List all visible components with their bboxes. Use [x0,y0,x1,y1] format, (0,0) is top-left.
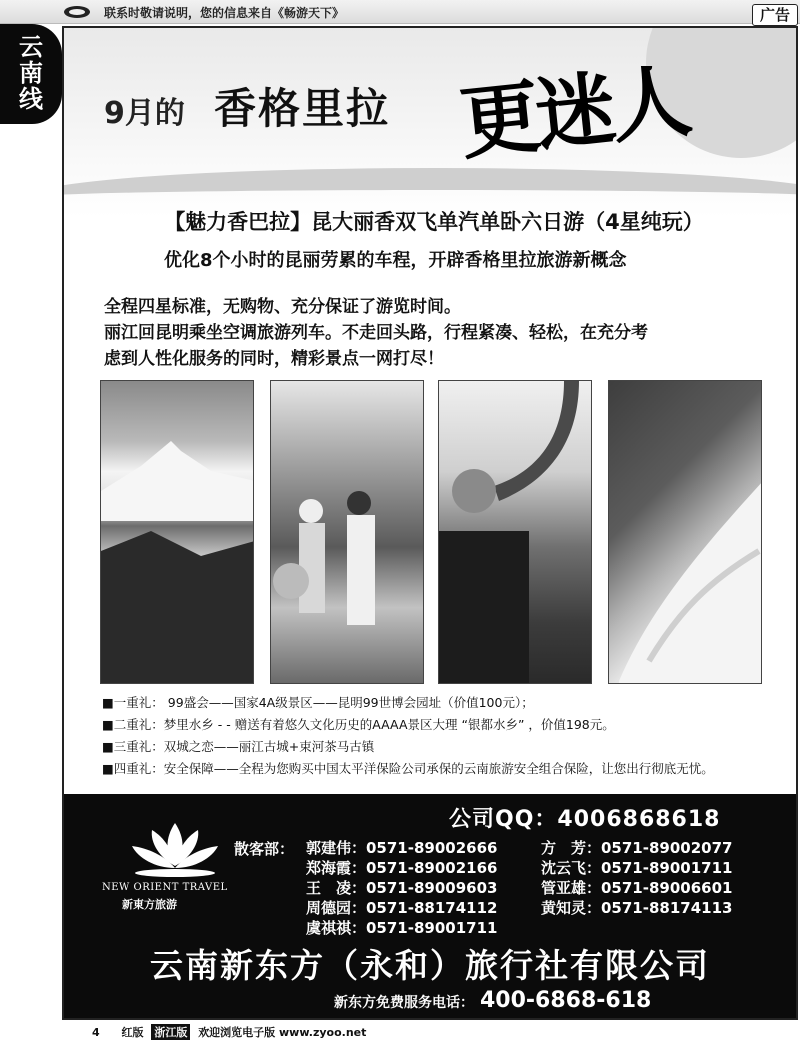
limestone-terrace-photo [608,380,762,684]
horn-player-photo [438,380,592,684]
bonus-item: ■三重礼：双城之恋——丽江古城+束河茶马古镇 [102,739,375,754]
staff-contact: 郑海霞：0571-89002166 [306,859,498,877]
staff-contact: 周德园：0571-88174112 [306,899,498,917]
advertisement-frame [62,26,798,1020]
source-notice: 联系时敬请说明，您的信息来自《畅游天下》 [104,6,345,20]
contact-panel [64,794,796,1018]
staff-contact: 郭建伟：0571-89002666 [306,839,498,857]
staff-contact: 方 芳：0571-89002077 [541,839,733,857]
intro-line: 全程四星标准，无购物、充分保证了游览时间。 [104,297,461,317]
page-number: 4 [92,1026,100,1039]
bonus-item: ■二重礼：梦里水乡 - - 赠送有着悠久文化历史的AAAA景区大理 “银都水乡” ，价值198元。 [102,717,615,732]
intro-line: 丽江回昆明乘坐空调旅游列车。不走回头路，行程紧凑、轻松，在充分考 [104,323,648,343]
ad-label: 广告 [752,4,798,26]
snow-mountain-photo [100,380,254,684]
staff-row [306,838,776,858]
brand-english: NEW ORIENT TRAVEL [102,882,228,893]
staff-row [306,918,776,938]
tour-subline: 优化8个小时的昆丽劳累的车程，开辟香格里拉旅游新概念 [164,250,627,271]
bonus-item: ■一重礼： 99盛会——国家4A级景区——昆明99世博会园址（价值100元）； [102,695,534,710]
staff-row [306,898,776,918]
company-name: 云南新东方（永和）旅行社有限公司 [150,946,710,985]
staff-contact: 王 凌：0571-89009603 [306,879,498,897]
tour-intro [104,294,784,372]
headline-place: 香格里拉 [214,84,391,133]
qq-label: 公司QQ： [449,807,558,832]
headline-prefix: 9月的 [104,96,185,131]
top-bar [0,0,800,24]
department-label: 散客部： [234,840,295,858]
qq-number: 4006868618 [557,807,721,832]
edition-label: 红版 [121,1026,144,1039]
bonus-item: ■四重礼：安全保障——全程为您购买中国太平洋保险公司承保的云南旅游安全组合保险，让您出行彻底无忧。 [102,761,714,776]
brand-chinese: 新東方旅游 [122,898,177,911]
free-hotline [334,988,651,1013]
staff-row [306,878,776,898]
magazine-logo-icon [62,3,92,19]
hotline-number: 400-6868-618 [480,988,652,1013]
section-tab-label: 云南线 [19,33,43,113]
bonus-list [102,692,792,780]
dancers-photo [270,380,424,684]
staff-directory [306,838,776,938]
staff-contact [541,918,776,938]
region-label: 浙江版 [151,1024,190,1040]
headline-highlight: 更迷人 [455,53,692,171]
staff-contact: 管亚雄：0571-89006601 [541,879,733,897]
lotus-logo-icon [120,818,230,878]
hotline-label: 新东方免费服务电话： [334,995,474,1011]
photo-strip [100,380,764,684]
intro-line: 虑到人性化服务的同时，精彩景点一网打尽！ [104,349,444,369]
headline-area [64,28,796,218]
page-footer [92,1024,366,1040]
staff-contact: 虞祺祺：0571-89001711 [306,919,498,937]
website-link[interactable]: 欢迎浏览电子版 www.zyoo.net [198,1026,367,1039]
staff-row [306,858,776,878]
tour-name: 【魅力香巴拉】昆大丽香双飞单汽单卧六日游（4星纯玩） [164,210,704,234]
company-qq [449,802,720,833]
section-tab [0,24,62,124]
staff-contact: 沈云飞：0571-89001711 [541,859,733,877]
staff-contact: 黄知灵：0571-88174113 [541,899,733,917]
